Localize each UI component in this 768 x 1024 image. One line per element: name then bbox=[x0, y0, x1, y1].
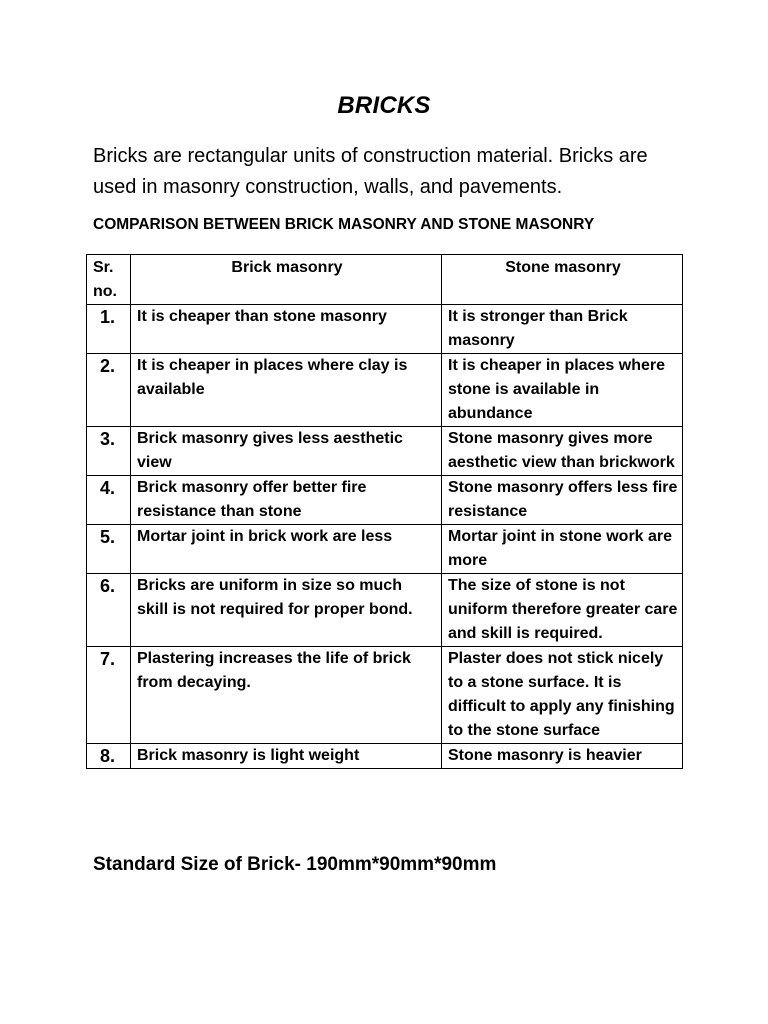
row-sr: 4. bbox=[87, 476, 131, 525]
row-brick: It is cheaper than stone masonry bbox=[131, 305, 442, 354]
row-stone: Stone masonry gives more aesthetic view than brickwork bbox=[442, 427, 683, 476]
standard-size-line: Standard Size of Brick- 190mm*90mm*90mm bbox=[93, 854, 497, 875]
row-brick: Brick masonry is light weight bbox=[131, 744, 442, 769]
table-row bbox=[87, 354, 683, 427]
intro-paragraph: Bricks are rectangular units of construction material. Bricks are used in masonry construction, walls, and pavements. bbox=[93, 145, 648, 198]
row-brick: Brick masonry gives less aesthetic view bbox=[131, 427, 442, 476]
comparison-heading: COMPARISON BETWEEN BRICK MASONRY AND STONE MASONRY bbox=[93, 216, 595, 233]
row-sr: 8. bbox=[87, 744, 131, 769]
table-row bbox=[87, 305, 683, 354]
row-sr: 2. bbox=[87, 354, 131, 427]
table-row bbox=[87, 476, 683, 525]
row-sr: 3. bbox=[87, 427, 131, 476]
row-sr: 1. bbox=[87, 305, 131, 354]
table-row bbox=[87, 574, 683, 647]
table-header-row bbox=[87, 255, 683, 305]
row-stone: Stone masonry offers less fire resistance bbox=[442, 476, 683, 525]
header-stone-masonry: Stone masonry bbox=[442, 255, 683, 305]
row-sr: 6. bbox=[87, 574, 131, 647]
row-sr: 7. bbox=[87, 647, 131, 744]
row-stone: It is stronger than Brick masonry bbox=[442, 305, 683, 354]
header-sr-no: Sr. no. bbox=[87, 255, 131, 305]
table-row bbox=[87, 525, 683, 574]
row-stone: Plaster does not stick nicely to a stone surface. It is difficult to apply any finishing to the stone surface bbox=[442, 647, 683, 744]
row-stone: Mortar joint in stone work are more bbox=[442, 525, 683, 574]
row-stone: Stone masonry is heavier bbox=[442, 744, 683, 769]
header-brick-masonry: Brick masonry bbox=[131, 255, 442, 305]
row-brick: Bricks are uniform in size so much skill is not required for proper bond. bbox=[131, 574, 442, 647]
comparison-table bbox=[86, 254, 683, 769]
page-title: BRICKS bbox=[337, 92, 431, 119]
row-brick: Brick masonry offer better fire resistance than stone bbox=[131, 476, 442, 525]
table-row bbox=[87, 647, 683, 744]
row-sr: 5. bbox=[87, 525, 131, 574]
row-brick: Mortar joint in brick work are less bbox=[131, 525, 442, 574]
table-row bbox=[87, 744, 683, 769]
row-brick: Plastering increases the life of brick from decaying. bbox=[131, 647, 442, 744]
row-brick: It is cheaper in places where clay is available bbox=[131, 354, 442, 427]
row-stone: The size of stone is not uniform therefore greater care and skill is required. bbox=[442, 574, 683, 647]
table-row bbox=[87, 427, 683, 476]
row-stone: It is cheaper in places where stone is available in abundance bbox=[442, 354, 683, 427]
